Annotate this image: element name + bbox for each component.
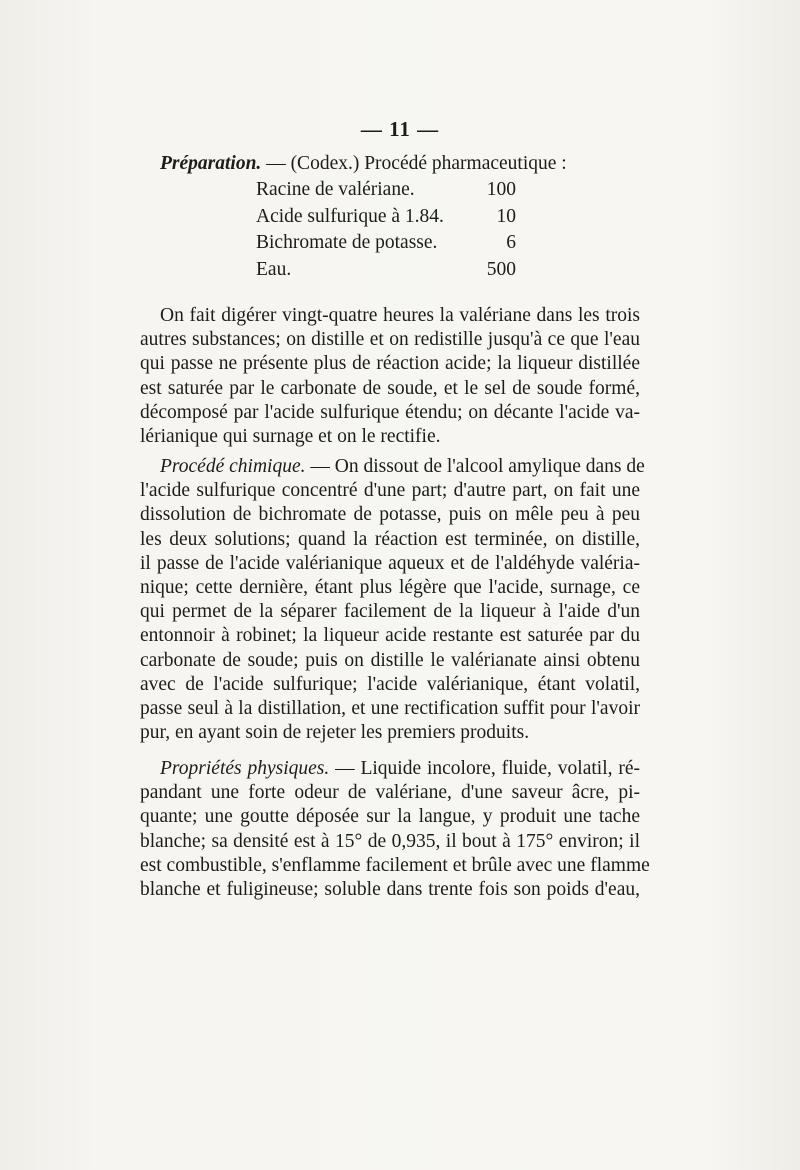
paragraph-proprietes-physiques (140, 757, 650, 902)
text-line: est combustible, s'enflamme facilement et brûle avec une flamme (140, 854, 650, 876)
ingredients-table (256, 177, 516, 284)
text-line: pur, en ayant soin de rejeter les premiers produits. (140, 722, 530, 744)
ingredient-name: Eau. (256, 259, 292, 281)
ingredient-name: Racine de valériane. (256, 179, 415, 200)
text-line: avec de l'acide sulfurique; l'acide valérianique, étant volatil, (140, 673, 640, 695)
text-line: carbonate de soude; puis on distille le valérianate ainsi obtenu (140, 649, 640, 671)
text-line: l'acide sulfurique concentré d'une part; d'autre part, on fait une (140, 480, 640, 502)
text-line (140, 455, 645, 479)
text-line: pandant une forte odeur de valériane, d'une saveur âcre, pi- (140, 782, 640, 804)
text-line: décomposé par l'acide sulfurique étendu; on décante l'acide va- (140, 401, 640, 423)
text-line: il passe de l'acide valérianique aqueux et de l'aldéhyde valéria- (140, 552, 640, 574)
text-line: nique; cette dernière, étant plus légère que l'acide, surnage, ce (140, 576, 640, 598)
text-line: On fait digérer vingt-quatre heures la valériane dans les trois (160, 305, 640, 326)
text-line: blanche et fuligineuse; soluble dans trente fois son poids d'eau, (140, 878, 640, 900)
ingredient-row (256, 177, 516, 204)
text-line (140, 757, 640, 781)
ingredient-qty: 6 (506, 232, 516, 254)
text-line: dissolution de bichromate de potasse, puis on mêle peu à peu (140, 504, 640, 526)
text-line: blanche; sa densité est à 15° de 0,935, il bout à 175° environ; il (140, 830, 640, 852)
text-line: qui permet de la séparer facilement de la liqueur à l'aide d'un (140, 601, 640, 623)
ingredient-row (256, 204, 516, 231)
proprietes-heading: Propriétés physiques. (160, 758, 330, 779)
ingredient-row (256, 257, 516, 284)
proprietes-first-line: — Liquide incolore, fluide, volatil, ré- (329, 758, 640, 779)
ingredient-row (256, 230, 516, 257)
procede-first-line: — On dissout de l'alcool amylique dans de (305, 456, 645, 477)
text-line: les deux solutions; quand la réaction est terminée, on distille, (140, 528, 640, 550)
text-line: lérianique qui surnage et on le rectifie. (140, 425, 441, 447)
page-number: — 11 — (360, 117, 440, 141)
text-line: entonnoir à robinet; la liqueur acide restante est saturée par du (140, 625, 640, 647)
text-line: quante; une goutte déposée sur la langue, y produit une tache (140, 806, 640, 828)
preparation-line (160, 152, 660, 176)
text-line: est saturée par le carbonate de soude, et le sel de soude formé, (140, 377, 640, 399)
text-line: passe seul à la distillation, et une rectification suffit pour l'avoir (140, 697, 640, 719)
paragraph-digestion (140, 304, 640, 449)
ingredient-qty: 100 (486, 179, 516, 200)
preparation-heading: Préparation. (160, 153, 262, 174)
procede-heading: Procédé chimique. (160, 456, 306, 477)
text-line: autres substances; on distille et on redistille jusqu'à ce que l'eau (140, 329, 640, 351)
ingredient-name: Acide sulfurique à 1.84. (256, 205, 444, 227)
ingredient-qty: 500 (486, 259, 516, 281)
paragraph-procede-chimique (140, 455, 645, 745)
preparation-text: — (Codex.) Procédé pharmaceutique : (261, 153, 567, 174)
ingredient-qty: 10 (496, 205, 516, 227)
text-line: qui passe ne présente plus de réaction acide; la liqueur distillée (140, 353, 640, 375)
ingredient-name: Bichromate de potasse. (256, 232, 438, 254)
